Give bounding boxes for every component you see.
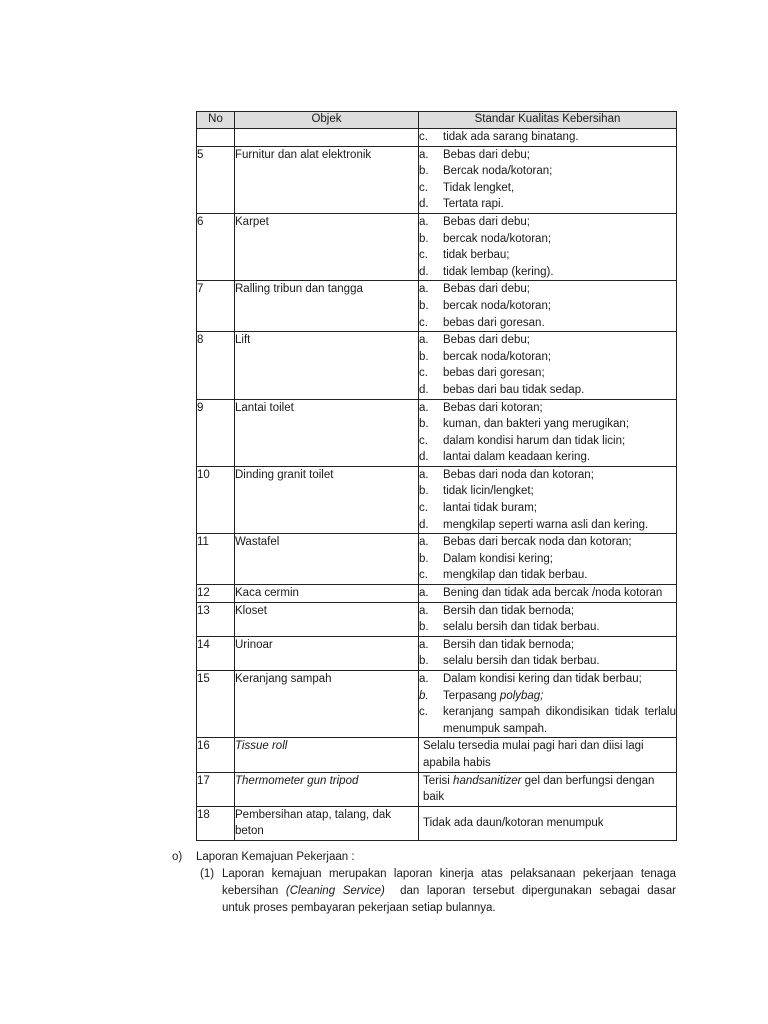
table-row [197, 534, 677, 585]
row-objek: Dinding granit toilet [235, 466, 419, 533]
table-row [197, 281, 677, 332]
row-standard [419, 332, 677, 399]
cleaning-standards-table [196, 111, 677, 841]
row-objek: Ralling tribun dan tangga [235, 281, 419, 332]
row-objek: Keranjang sampah [235, 671, 419, 738]
list-item: a. Bebas dari debu; [419, 283, 530, 296]
list-item: b. Terpasang polybag; [419, 689, 544, 702]
list-item: b. bercak noda/kotoran; [419, 299, 552, 312]
paragraph-1-line-2: kebersihan (Cleaning Service) dan laporan tersebut dipergunakan sebagai dasar [222, 885, 676, 897]
row-no: 6 [197, 213, 235, 280]
row-no: 10 [197, 466, 235, 533]
table-row [197, 146, 677, 213]
list-item: a. Bebas dari bercak noda dan kotoran; [419, 536, 632, 549]
table-header-row [197, 112, 677, 129]
row-standard [419, 146, 677, 213]
section-o-marker: o) [172, 851, 183, 863]
row-standard: Terisi handsanitizer gel dan berfungsi dengan baik [419, 772, 677, 806]
table-row [197, 585, 677, 603]
row-no: 18 [197, 806, 235, 840]
row-standard [419, 534, 677, 585]
row-no: 16 [197, 738, 235, 772]
row-no: 12 [197, 585, 235, 603]
list-item: d. bebas dari bau tidak sedap. [419, 383, 585, 396]
row-standard: Selalu tersedia mulai pagi hari dan diisi lagi apabila habis [419, 738, 677, 772]
list-item: c. lantai tidak buram; [419, 502, 537, 515]
row-objek [235, 129, 419, 147]
paragraph-1-line-3: untuk proses pembayaran pekerjaan setiap bulannya. [222, 902, 496, 914]
row-standard: Tidak ada daun/kotoran menumpuk [419, 806, 677, 840]
list-item: a. Bebas dari debu; [419, 215, 530, 228]
list-item: c. dalam kondisi harum dan tidak licin; [419, 434, 626, 447]
row-no: 17 [197, 772, 235, 806]
row-objek: Lantai toilet [235, 399, 419, 466]
list-item: b. kuman, dan bakteri yang merugikan; [419, 418, 630, 431]
list-item: d. lantai dalam keadaan kering. [419, 451, 591, 464]
list-item: b. tidak licin/lengket; [419, 485, 534, 498]
table-row [197, 602, 677, 636]
section-o-title: Laporan Kemajuan Pekerjaan : [196, 851, 355, 863]
table-row [197, 129, 677, 147]
list-item: b. selalu bersih dan tidak berbau. [419, 621, 600, 634]
list-item: b. Dalam kondisi kering; [419, 552, 553, 565]
list-item: d. mengkilap seperti warna asli dan kering. [419, 518, 649, 531]
list-item: c. keranjang sampah dikondisikan tidak terlalu menumpuk sampah. [419, 706, 676, 735]
list-item: c. tidak berbau; [419, 249, 510, 262]
list-item: c. bebas dari goresan; [419, 367, 545, 380]
list-item: a. Bebas dari kotoran; [419, 401, 543, 414]
row-objek: Wastafel [235, 534, 419, 585]
table-row [197, 332, 677, 399]
row-standard [419, 129, 677, 147]
list-item: c. mengkilap dan tidak berbau. [419, 569, 588, 582]
table-row [197, 671, 677, 738]
row-no: 13 [197, 602, 235, 636]
list-item: a. Bening dan tidak ada bercak /noda kotoran [419, 587, 663, 600]
list-item: d. tidak lembap (kering). [419, 265, 554, 278]
row-no: 8 [197, 332, 235, 399]
header-no: No [197, 112, 235, 129]
list-item: a. Bebas dari noda dan kotoran; [419, 468, 594, 481]
row-objek: Kloset [235, 602, 419, 636]
row-standard [419, 585, 677, 603]
table-row [197, 399, 677, 466]
row-objek: Pembersihan atap, talang, dak beton [235, 806, 419, 840]
row-standard [419, 636, 677, 670]
row-objek: Furnitur dan alat elektronik [235, 146, 419, 213]
row-standard [419, 281, 677, 332]
paragraph-1-line-1: Laporan kemajuan merupakan laporan kinerja atas pelaksanaan pekerjaan tenaga [222, 868, 676, 880]
row-no: 11 [197, 534, 235, 585]
list-item: a. Bebas dari debu; [419, 148, 530, 161]
row-no: 7 [197, 281, 235, 332]
row-standard [419, 213, 677, 280]
row-objek: Karpet [235, 213, 419, 280]
row-standard [419, 671, 677, 738]
table-row [197, 772, 677, 806]
row-no [197, 129, 235, 147]
table-row [197, 213, 677, 280]
list-item: c. tidak ada sarang binatang. [419, 131, 579, 143]
row-standard [419, 602, 677, 636]
table-row [197, 806, 677, 840]
row-objek: Tissue roll [235, 738, 419, 772]
row-no: 14 [197, 636, 235, 670]
row-objek: Thermometer gun tripod [235, 772, 419, 806]
row-no: 9 [197, 399, 235, 466]
row-standard [419, 466, 677, 533]
row-no: 15 [197, 671, 235, 738]
row-objek: Urinoar [235, 636, 419, 670]
list-item: a. Bebas dari debu; [419, 334, 530, 347]
row-objek: Lift [235, 332, 419, 399]
header-objek: Objek [235, 112, 419, 129]
list-item: c. bebas dari goresan. [419, 316, 545, 329]
list-item: a. Bersih dan tidak bernoda; [419, 638, 575, 651]
row-no: 5 [197, 146, 235, 213]
list-item: b. selalu bersih dan tidak berbau. [419, 655, 600, 668]
list-item: b. Bercak noda/kotoran; [419, 165, 553, 178]
table-row [197, 738, 677, 772]
list-item: a. Dalam kondisi kering dan tidak berbau; [419, 673, 642, 685]
header-standar: Standar Kualitas Kebersihan [419, 112, 677, 129]
table-row [197, 636, 677, 670]
row-objek: Kaca cermin [235, 585, 419, 603]
list-item: b. bercak noda/kotoran; [419, 232, 552, 245]
list-item: b. bercak noda/kotoran; [419, 350, 552, 363]
list-item: d. Tertata rapi. [419, 198, 504, 211]
table-row [197, 466, 677, 533]
list-item: a. Bersih dan tidak bernoda; [419, 604, 575, 617]
paragraph-1-marker: (1) [200, 868, 215, 880]
row-standard [419, 399, 677, 466]
list-item: c. Tidak lengket, [419, 181, 515, 194]
paragraph-1-body [222, 866, 676, 917]
